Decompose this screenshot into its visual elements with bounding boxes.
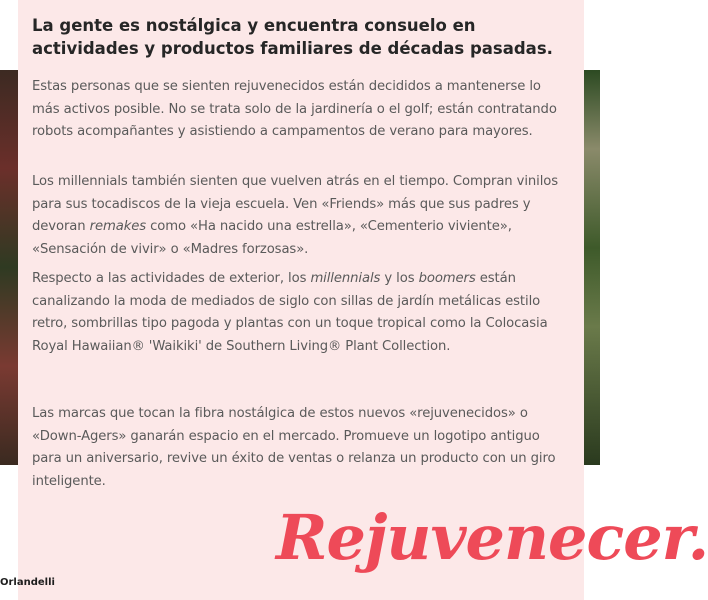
heading: La gente es nostálgica y encuentra consuelo en actividades y productos familiares de décadas pasadas. [32,16,553,58]
background-photo-left [0,70,20,465]
signature-script: Rejuvenecer. [276,501,708,574]
paragraph-2-part-2: como «Ha nacido una estrella», «Cementerio viviente», «Sensación de vivir» o «Madres forzosas». [32,219,512,257]
paragraph-3-italic-boomers: boomers [418,271,476,286]
paragraph-3-part-2: y los [380,271,419,286]
paragraph-3-italic-millennials: millennials [310,271,381,286]
paragraph-1: Estas personas que se sienten rejuvenecidos están decididos a mantenerse lo más activos posible. No se trata solo de la jardinería o el golf; están contratando robots acompañantes y asistiendo a campamentos de verano para mayores. [32,79,557,139]
paragraph-2-italic-remakes: remakes [89,219,147,234]
text-panel [18,0,708,600]
paragraph-3 [32,268,572,358]
photo-credit: Orlandelli [0,577,55,588]
paragraph-4: Las marcas que tocan la fibra nostálgica de estos nuevos «rejuvenecidos» o «Down-Agers» ganarán espacio en el mercado. Promueve un logotipo antiguo para un aniversario, revive un éxito de ventas o relanza un producto con un giro inteligente. [32,406,556,489]
background-photo-right [584,70,600,465]
paragraph-3-part-3: están canalizando la moda de mediados de siglo con sillas de jardín metálicas estilo retro, sombrillas tipo pagoda y plantas con un toque tropical como la Colocasia Royal Hawaiian® 'Waikiki' de Southern Living® Plant Collection. [32,271,548,354]
paragraph-2 [32,171,572,261]
paragraph-3-part-1: Respecto a las actividades de exterior, los [32,271,311,286]
paragraph-2-part-1: Los millennials también sienten que vuelven atrás en el tiempo. Compran vinilos para sus tocadiscos de la vieja escuela. Ven «Friends» más que sus padres y devoran [32,174,559,234]
